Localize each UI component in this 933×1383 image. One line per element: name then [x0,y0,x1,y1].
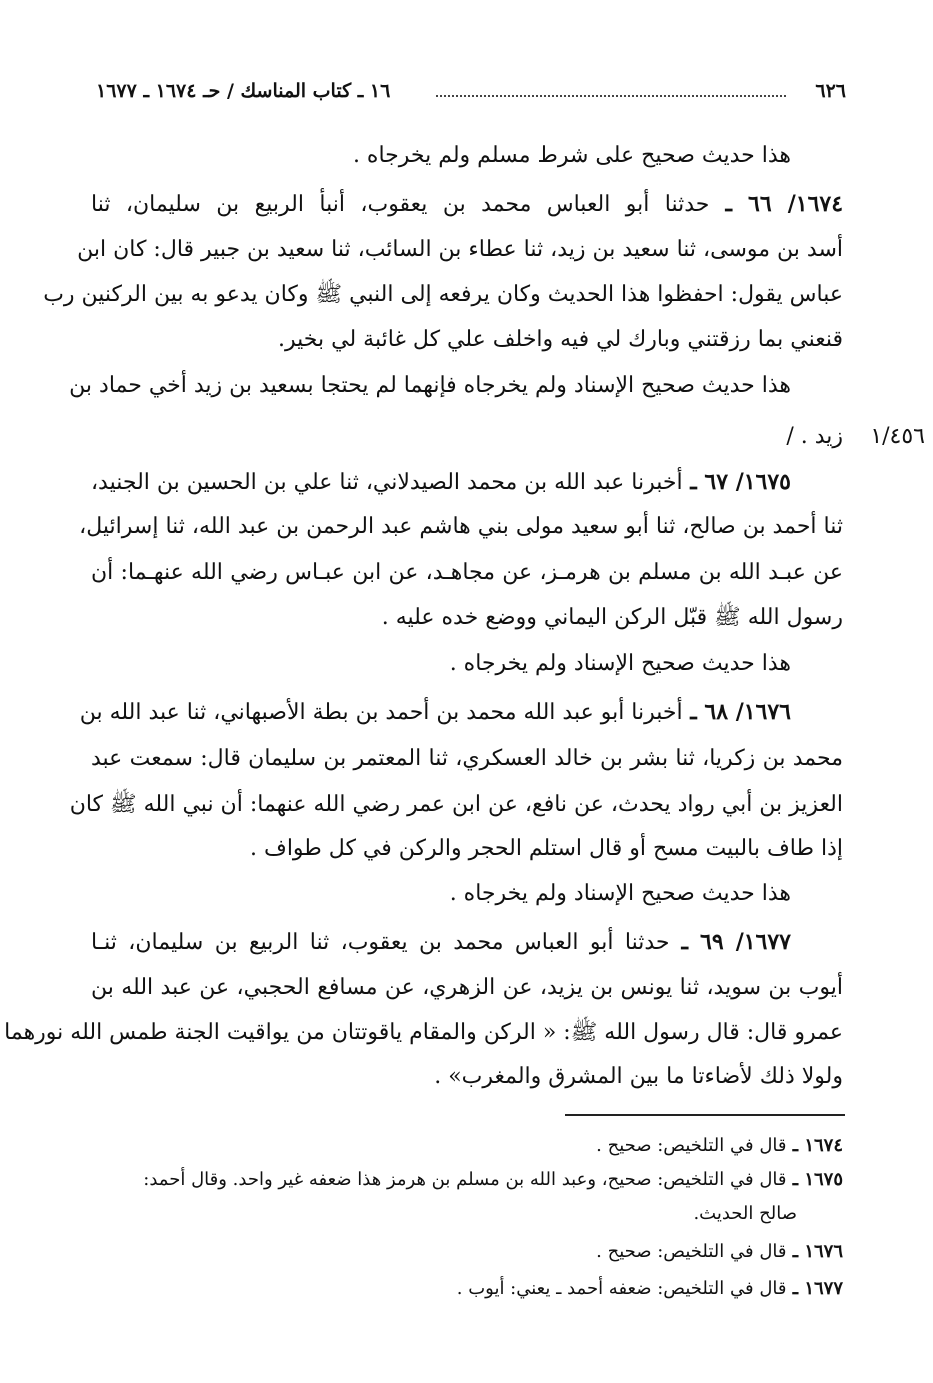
text-line [91,324,843,356]
line-text: هذا حديث صحيح الإسناد ولم يخرجاه فإنهما لم يحتجا بسعيد بن زيد أخي حماد بن [69,373,791,398]
text-line [91,648,843,680]
line-text: ولولا ذلك لأضاءتا ما بين المشرق والمغرب» . [434,1064,843,1089]
running-title: ١٦ ـ كتاب المناسك / حـ ١٦٧٤ ـ ١٦٧٧ [96,80,391,102]
line-text: عباس يقول: احفظوا هذا الحديث وكان يرفعه إلى النبي ﷺ وكان يدعو به بين الركنين رب [43,282,843,307]
hadith-number: ١٦٧٦/ ٦٨ ـ [682,699,791,725]
header-leader-dots [436,95,786,97]
text-line [91,972,843,1004]
line-text: أخبرنا عبد الله بن محمد الصيدلاني، ثنا علي بن الحسين بن الجنيد، [90,470,683,495]
line-text: حدثنا أبو العباس محمد بن يعقوب، أنبأ الربيع بن سليمان، ثنا [91,192,710,217]
text-line [91,743,843,775]
line-text: حدثنا أبو العباس محمد بن يعقوب، ثنا الربيع بن سليمان، ثنـا [91,930,670,955]
footnote-text: صالح الحديث. [693,1203,797,1224]
footnote [83,1238,843,1266]
hadith-number: ١٦٧٤/ ٦٦ ـ [709,191,844,217]
text-line [91,421,843,453]
footnote [83,1275,843,1303]
margin-page-reference: ١/٤٥٦ [870,424,925,449]
footnote-number: ١٦٧٦ ـ [786,1241,843,1262]
line-text: إذا طاف بالبيت مسح أو قال استلم الحجر والركن في كل طواف . [250,836,843,861]
line-text: زيد . / [786,424,843,449]
line-text: عمرو قال: قال رسول الله ﷺ: « الركن والمقام ياقوتتان من يواقيت الجنة طمس الله نورهما [4,1020,843,1045]
line-text: العزيز بن أبي رواد يحدث، عن نافع، عن ابن عمر رضي الله عنهما: أن نبي الله ﷺ كان [69,792,843,817]
text-line [4,1017,843,1049]
line-text: أخبرنا أبو عبد الله محمد بن أحمد بن بطة الأصبهاني، ثنا عبد الله بن [79,700,683,725]
footnote [83,1166,843,1194]
text-line [91,188,843,221]
footnote-text: قال في التلخيص: صحيح . [596,1241,787,1262]
footnote [83,1132,843,1160]
text-line [69,789,843,821]
line-text: قنعني بما رزقتني وبارك لي فيه واخلف علي كل غائبة لي بخير. [278,327,843,352]
footnote-text: قال في التلخيص: ضعفه أحمد ـ يعني: أيوب . [456,1278,787,1299]
line-text: هذا حديث صحيح الإسناد ولم يخرجاه . [449,651,791,676]
page-header [96,80,846,110]
text-line [91,833,843,865]
line-text: عن عبـد الله بن مسلم بن هرمـز، عن مجاهـد، عن ابن عبـاس رضي الله عنهـما: أن [91,560,843,585]
text-line [91,878,843,910]
text-line [79,696,843,729]
footnote-separator [565,1114,845,1116]
text-line [91,926,843,959]
text-line [79,511,843,543]
text-line [91,466,843,499]
footnote-number: ١٦٧٧ ـ [786,1278,843,1299]
text-line [91,557,843,589]
line-text: أيوب بن سويد، ثنا يونس بن يزيد، عن الزهري، عن مسافع الحجبي، عن عبد الله بن [91,975,843,1000]
hadith-number: ١٦٧٥/ ٦٧ ـ [682,469,791,495]
line-text: رسول الله ﷺ قبّل الركن اليماني ووضع خده عليه . [381,605,843,630]
footnote-number: ١٦٧٥ ـ [786,1169,843,1190]
footnote-text: قال في التلخيص: صحيح . [596,1135,787,1156]
text-line [69,370,843,402]
line-text: محمد بن زكريا، ثنا بشر بن خالد العسكري، ثنا المعتمر بن سليمان قال: سمعت عبد [91,746,843,771]
text-line [91,602,843,634]
text-line [43,279,843,311]
line-text: هذا حديث صحيح الإسناد ولم يخرجاه . [449,881,791,906]
line-text: أسد بن موسى، ثنا سعيد بن زيد، ثنا عطاء بن السائب، ثنا سعيد بن جبير قال: كان ابن [77,237,843,262]
line-text: هذا حديث صحيح على شرط مسلم ولم يخرجاه . [352,143,791,168]
hadith-number: ١٦٧٧/ ٦٩ ـ [669,929,791,955]
text-line [77,234,843,266]
text-line [91,140,843,172]
footnote [37,1200,843,1228]
text-line [91,1061,843,1093]
page-number: ٦٢٦ [815,80,846,102]
footnote-number: ١٦٧٤ ـ [786,1135,843,1156]
line-text: ثنا أحمد بن صالح، ثنا أبو سعيد مولى بني هاشم عبد الرحمن بن عبد الله، ثنا إسرائيل، [79,514,843,539]
footnote-text: قال في التلخيص: صحيح، وعبد الله بن مسلم بن هرمز هذا ضعفه غير واحد. وقال أحمد: [143,1169,787,1190]
